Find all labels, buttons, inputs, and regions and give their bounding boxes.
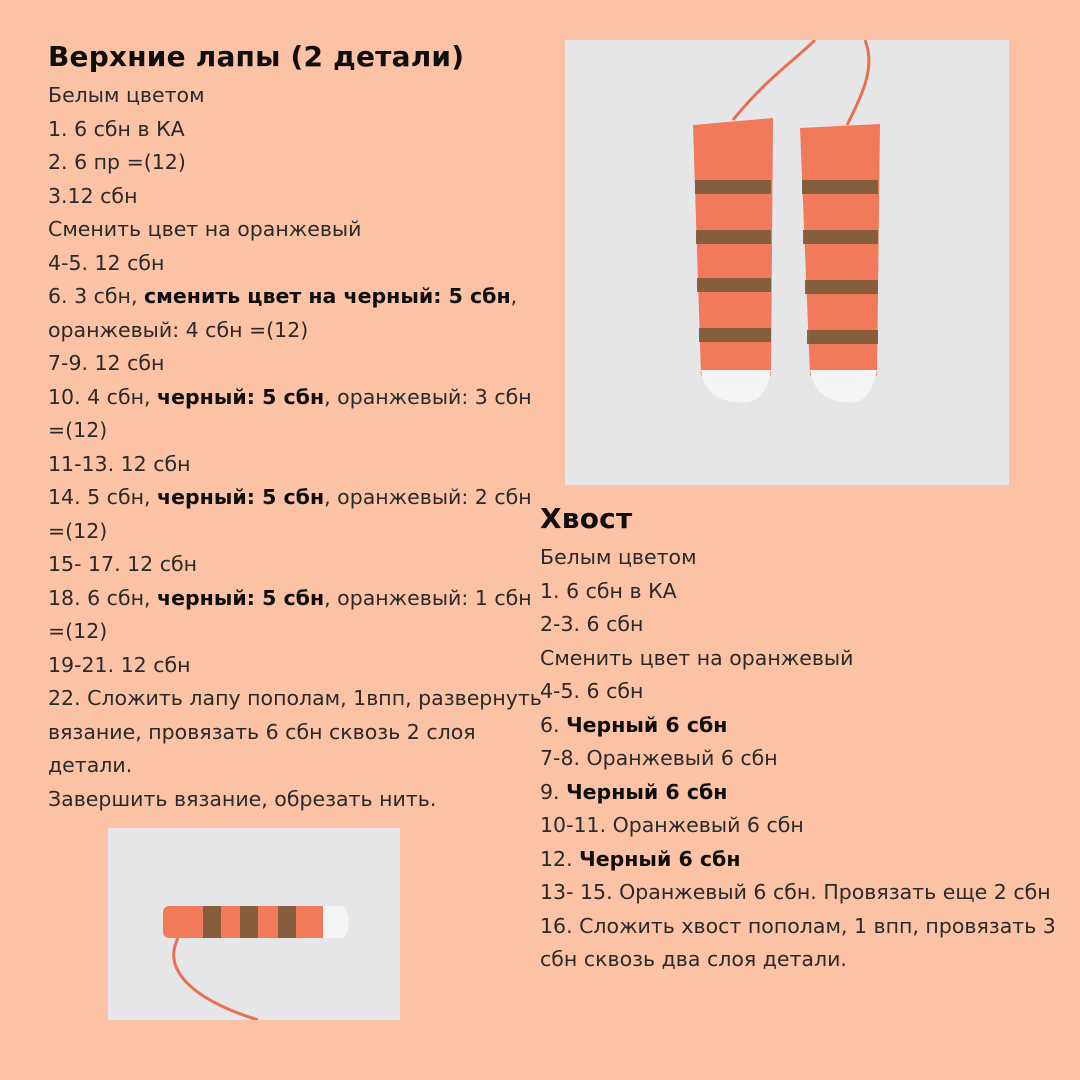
tail-section (540, 502, 1060, 977)
tail-line: 6. Черный 6 сбн (540, 712, 728, 737)
tail-illustration (108, 828, 400, 1020)
legs-line: 15- 17. 12 сбн (48, 552, 198, 576)
tail-line: 1. 6 сбн в КА (540, 578, 677, 603)
legs-line: 2. 6 пр =(12) (48, 150, 186, 174)
legs-section (48, 40, 548, 816)
legs-instructions (48, 79, 548, 816)
legs-line: 1. 6 сбн в КА (48, 116, 185, 141)
right-leg (800, 124, 880, 403)
legs-line: 19-21. 12 сбн (48, 652, 191, 677)
tail-line: 2-3. 6 сбн (540, 612, 644, 636)
tail-line: 13- 15. Оранжевый 6 сбн. Провязать еще 2 сбн (540, 880, 1051, 904)
tail-line: Сменить цвет на оранжевый (540, 645, 854, 670)
legs-title: Верхние лапы (2 детали) (48, 40, 465, 73)
tail-title: Хвост (540, 502, 633, 535)
left-leg (693, 118, 773, 403)
legs-line: 11-13. 12 сбн (48, 451, 191, 476)
legs-line: 10. 4 сбн, черный: 5 сбн, оранжевый: 3 сбн =(12) (48, 384, 532, 442)
tail-piece (163, 906, 349, 938)
tail-photo (108, 828, 400, 1020)
tail-line: 7-8. Оранжевый 6 сбн (540, 746, 778, 770)
legs-line: 22. Сложить лапу пополам, 1впп, развернуть вязание, провязать 6 сбн сквозь 2 слоя детали. (48, 686, 542, 777)
tail-line: 16. Сложить хвост пополам, 1 впп, провязать 3 сбн сквозь два слоя детали. (540, 913, 1056, 971)
legs-line: 7-9. 12 сбн (48, 351, 165, 375)
tail-line: Белым цветом (540, 545, 697, 569)
legs-line: 4-5. 12 сбн (48, 250, 165, 275)
legs-line: 14. 5 сбн, черный: 5 сбн, оранжевый: 2 сбн =(12) (48, 485, 532, 543)
legs-line: Завершить вязание, обрезать нить. (48, 786, 437, 811)
tail-line: 12. Черный 6 сбн (540, 846, 741, 871)
legs-illustration (565, 40, 1009, 485)
tail-line: 10-11. Оранжевый 6 сбн (540, 813, 804, 837)
legs-line: 3.12 сбн (48, 183, 138, 208)
legs-line: 18. 6 сбн, черный: 5 сбн, оранжевый: 1 сбн =(12) (48, 585, 532, 643)
legs-line: Белым цветом (48, 83, 205, 107)
legs-line: 6. 3 сбн, сменить цвет на черный: 5 сбн, оранжевый: 4 сбн =(12) (48, 284, 518, 342)
legs-photo (565, 40, 1009, 485)
legs-line: Сменить цвет на оранжевый (48, 217, 362, 241)
tail-instructions (540, 541, 1060, 977)
tail-line: 4-5. 6 сбн (540, 679, 644, 703)
tail-line: 9. Черный 6 сбн (540, 779, 728, 804)
